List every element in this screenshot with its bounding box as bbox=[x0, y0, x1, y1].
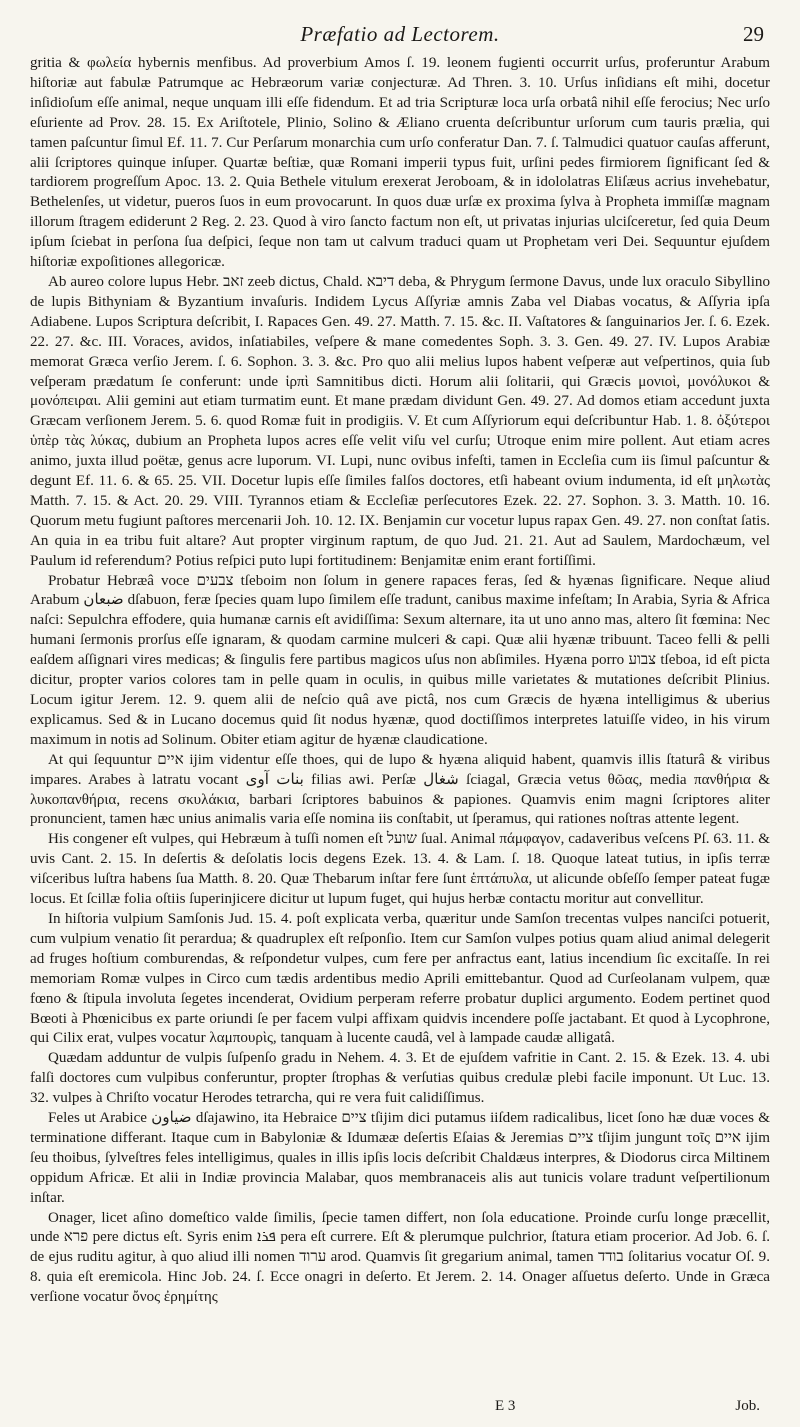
paragraph-hyena: Probatur Hebræâ voce צבעים tſeboim non ſolum in genere rapaces feras, ſed & hyænas ſignificare. Neque aliud Arabum ضبعان dſabuon, feræ ſpecies quam lupo ſimilem eſſe tradunt, canibus maxime infeſtam; In Arabia, Syria & Africa naſci: Sepulchra effodere, quia humanæ carnis eſt avidiſſima: Sexum alternare, ita ut uno anno mas, altero ſit fœmina: Nec humani ſermonis prorſus eſſe ignaram, & quodam carmine mulceri & capi. Quæ alii hyænæ tribuunt. Taceo felli & pelli eaſdem aſſignari vires medicas; & ſingulis fere partibus magicos uſus non abſimiles. Hyæna porro צבוע tſeboa, id eſt picta dicitur, propter varios colores tam in pelle quam in oculis, in quibus mille varietates & mutationes deſcribit Plinius. Locum igitur Jerem. 12. 9. quem alii de neſcio quâ ave pictâ, nos cum Græcis de hyæna intelligimus & uberius explicamus. Sed & in Lucano docemus quid ſit nodus hyænæ, quod doctiſſimos interpretes latuiſſe video, in his virum maximum in notis ad Solinum. Obiter etiam agitur de hyænæ claudicatione. bbox=[30, 572, 771, 748]
catchword: Job. bbox=[735, 1398, 760, 1414]
page-number: 29 bbox=[743, 22, 764, 46]
paragraph-bear: gritia & φωλεία hybernis menfibus. Ad proverbium Amos ſ. 19. leonem fugienti occurrit urſus, proferuntur Arabum hiſtoriæ aut fabulæ Patrumque ac Hebræorum variæ conjecturæ. Ad Thren. 3. 10. Urſus inſidians eſt mihi, docetur inſidioſum eſſe animal, neque unquam illi eſſe fidendum. Et ad tria Scripturæ loca urſa orbatâ nihil eſſe ferocius; Nec urſo eſuriente ad Prov. 28. 15. Ex Ariſtotele, Plinio, Solino & Æliano cruenta deſcribuntur urſorum cum tauris prælia, qui tamen paſcuntur ſimul Ef. 11. 7. Cur Perſarum monarchia cum urſo conferatur Dan. 7. ſ. Talmudici quatuor cauſas afferunt, alii ſcriptores quinque inſuper. Quartæ beſtiæ, quæ Romani imperii typus fuit, urſini pedes firmiorem ſignificant ſed & tardiorem progreſſum Apoc. 13. 2. Quia Bethele vitulum erexerat Jeroboam, & in idololatras Eliſæus acrius invehebatur, Bethelenſes, ut videtur, pueros ſuos in eum provocarunt. In quos duæ urſæ ex proxima ſylva à Propheta immiſſæ magnam illorum ſtragem ediderunt 2 Reg. 2. 23. Quod à viro ſancto factum non eſt, ut privatas injurias ulciſceretur, ſed quia Deum ipſum ſciebat in perſona ſua deſpici, ſeque non tam ut calvum traduci quam ut Prophetam veri Dei. Sequuntur ejuſdem hiſtoriæ expoſitiones allegoricæ. bbox=[30, 55, 770, 271]
paragraph-wolf: Ab aureo colore lupus Hebr. זאב zeeb dictus, Chald. דיבא deba, & Phrygum ſermone Davus, unde lux oraculo Sibyllino de lupis Bithyniam & Byzantium invaſuris. Indidem Lycus Aſſyriæ amnis Zaba vel Diabas vocatus, & Aſſyria ipſa Adiabene. Lupos Scriptura deſcribit, I. Rapaces Gen. 49. 27. Matth. 7. 15. &c. II. Vaſtatores & ſanguinarios Jer. ſ. 6. Ezek. 22. 27. &c. III. Voraces, avidos, inſatiabiles, veſpere & mane comedentes Soph. 3. 3. Gen. 49. 27. IV. Lupos Arabiæ memorat Græca verſio Jerem. ſ. 6. Sophon. 3. 3. &c. Pro quo alii melius lupos habent veſperæ aut veſpertinos, quia ſub veſperam prædatum ſe conferunt: unde ἱρπὶ Samnitibus dicti. Horum alii ſolitarii, qui Græcis μονιοὶ, μονόλυκοι & μονόπειραι. Alii gemini aut etiam turmatim eunt. Et mane prædam dividunt Gen. 49. 27. Ad domos etiam accedunt juxta Græcam verſionem Jerem. 5. 6. quod Romæ fuit in prodigiis. V. Et cum Aſſyriorum equi deſcribuntur Hab. 1. 8. ὀξύτεροι ὑπὲρ τὰς λύκας, dubium an Propheta lupos acres eſſe velit viſu vel curſu; Utroque enim mire pollent. Aut etiam acres animo, juxta illud poëtæ, genus acre luporum. VI. Lupi, nunc ovibus infeſti, tamen in Eccleſia cum iis ſimul paſcuntur & degunt Ef. 11. 6. & 65. 25. VII. Docetur lupis eſſe ſimiles falſos doctores, etſi habeant ovium indumenta, id eſt μηλωτὰς Matth. 7. 15. & Act. 20. 29. VIII. Tyrannos etiam & Eccleſiæ perſecutores Ezek. 22. 27. Sophon. 3. 3. Matth. 10. 16. Quorum metu fugiunt paſtores mercenarii Joh. 10. 12. IX. Benjamin cur vocetur lupus rapax Gen. 49. 27. non conſtat ſatis. An quia in ea tribu fuit altare? Aut propter virginum raptum, de quo Jud. 21. 21. Aut ad Saulem, Mardochæum, vel Paulum id referendum? Potius reſpici puto lupi fortitudinem: Benjamitæ enim erant fortiſſimi. bbox=[30, 273, 770, 569]
paragraph-fox: His congener eſt vulpes, qui Hebræum à tuſſi nomen eſt שועל ſual. Animal πάμφαγον, cadaveribus veſcens Pſ. 63. 11. & uvis Cant. 2. 15. In deſertis & deſolatis locis degens Ezek. 13. 4. & Lam. ſ. 18. Quoque lateat tutius, in ipſis terræ viſceribus luſtra habens ſua Matth. 8. 20. Quæ Thebarum inſtar fere ſunt ἑπτάπυλα, ut alicunde obſeſſo ſemper pateat fugæ locus. Et ſcillæ folia oſtiis ſuperinjicere dicitur ut lupum fuget, qui hujus herbæ contactu moritur aut convellitur. bbox=[30, 831, 770, 908]
paragraph-thoes: At qui ſequuntur איים ijim videntur eſſe thoes, qui de lupo & hyæna aliquid habent, quamvis illis ſtaturâ & viribus impares. Arabes à latratu vocant بنات آوى filias awi. Perſæ شغال ſciagal, Græcia vetus θῶας, media πανθήρια & λυκοπανθήρια, recens σκυλάκια, barbari ſcriptores babuinos & papiones. Quamvis enim magni ſcriptores aliter pronuncient, tamen hæc unius animalis varia eſſe nomina iis conſtabit, ut ſperamus, qui rationes noſtras attente legent. bbox=[30, 751, 770, 828]
body-text bbox=[30, 54, 770, 1308]
signature-mark: E 3 bbox=[494, 1398, 516, 1414]
page-footer bbox=[275, 1398, 760, 1415]
paragraph-onager: Onager, licet aſino domeſtico valde ſimilis, ſpecie tamen differt, non ſola educatione. Proinde curſu longe præcellit, unde פרא pere dictus eſt. Syris enim ܦܪܐ pera eſt currere. Eſt & plerumque pulchrior, ſtatura etiam procerior. Ad Job. 6. ſ. de ejus ruditu agitur, à quo aliud illi nomen ערוד arod. Quamvis ſit gregarium animal, tamen בודד ſolitarius vocatur Oſ. 9. 8. quia eſt eremicola. Hinc Job. 24. ſ. Ecce onagri in deſerto. Et Jerem. 2. 14. Onager aſſuetus deſerto. Unde in Græca verſione vocatur ὄνος ἐρημίτης bbox=[30, 1209, 771, 1306]
page-header bbox=[30, 20, 770, 54]
paragraph-samson-foxes: In hiſtoria vulpium Samſonis Jud. 15. 4. poſt explicata verba, quæritur unde Samſon trecentas vulpes nanciſci potuerit, cum vulpium venatio ſit perardua; & quadruplex eſt reſponſio. Item cur Samſon vulpes potius quam aliud animal delegerit ad fruges hoſtium comburendas, & reſpondetur vulpes, cum fere per anfractus eant, latius incendium ſic excitaſſe. In rei memoriam Romæ vulpes in Circo cum tædis ardentibus medio Aprili emittebantur. Quod ad Curſeolanam vulpem, quæ fœno & ſtipula involuta ſegetes incenderat, Ovidium perperam referre probatur duplici argumento. Eodem pertinet quod Bœoti à Phœnicibus ex parte oriundi ſe per facem vulpi affixam quidvis incendere poſſe jactabant. Et quod à Lycophrone, qui Cilix erat, vulpes vocatur λαμπουρὶς, tanquam à lucente caudâ, vel à lampade caudæ alligatâ. bbox=[30, 910, 770, 1047]
running-title: Præfatio ad Lectorem. bbox=[300, 22, 500, 46]
paragraph-wildcats: Feles ut Arabice ضياون dſajawino, ita Hebraice ציים tſijim dici putamus iiſdem radicalibus, licet ſono hæ duæ voces & terminatione differant. Itaque cum in Babyloniæ & Idumææ deſertis Eſaias & Jeremias ציים tſijim jungunt τοῖς איים ijim ſeu thoibus, ſylveſtres feles intelligimus, quales in illis ipſis locis deſcribit Chaldæus interpres, & Diodorus circa Miltinem oppidum Africæ. Et alii in Indiæ provincia Malabar, quos membranaceis alis aut tunicis volare tradunt veſpertilionum inſtar. bbox=[30, 1110, 770, 1206]
paragraph-fox-cunning: Quædam adduntur de vulpis ſuſpenſo gradu in Nehem. 4. 3. Et de ejuſdem vafritie in Cant. 2. 15. & Ezek. 13. 4. ubi falſi doctores cum vulpibus conferuntur, propter ſtrophas & verſutias quibus credulæ plebi facile imponunt. Ut Luc. 13. 32. vulpes à Chriſto vocatur Herodes tetrarcha, qui re vera fuit calidiſſimus. bbox=[30, 1050, 770, 1107]
